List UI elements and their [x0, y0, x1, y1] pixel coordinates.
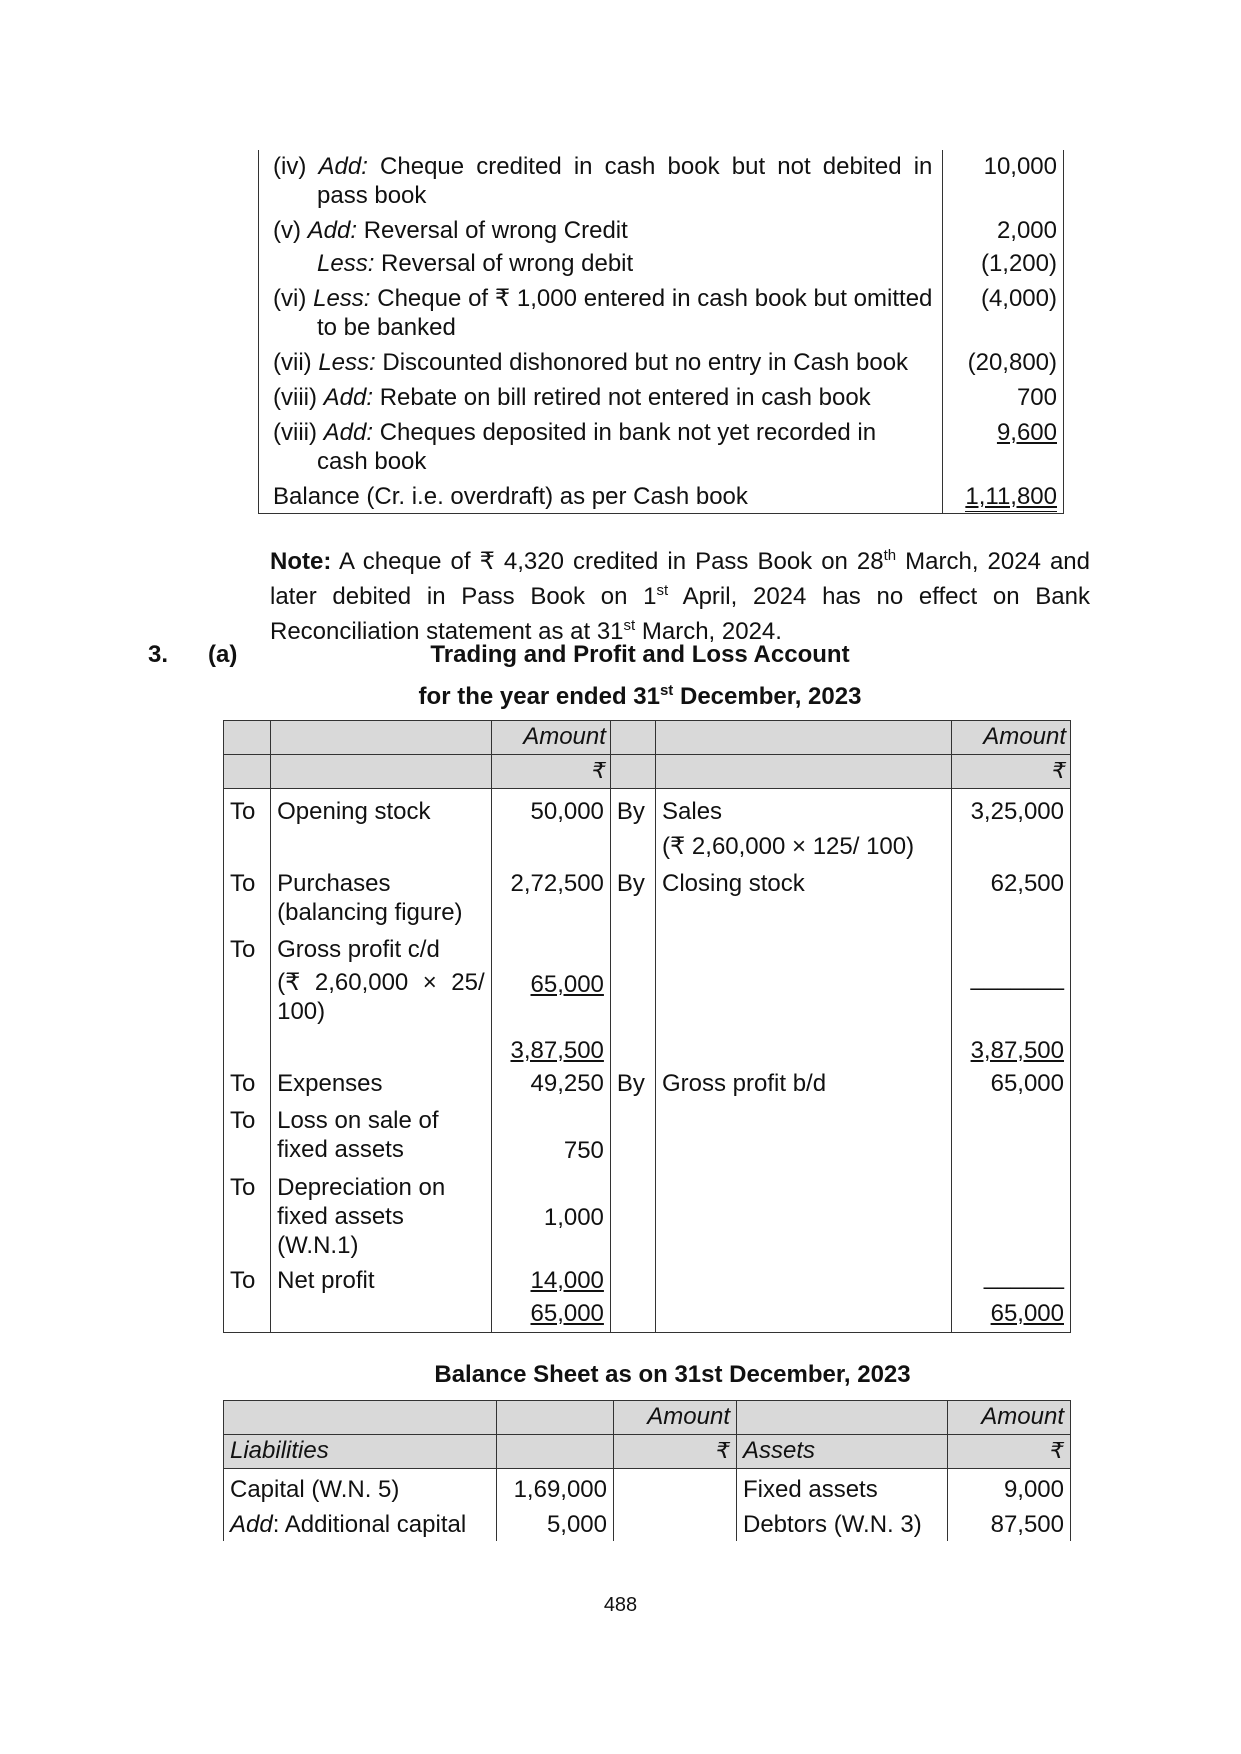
recon-amount: 700: [943, 379, 1064, 414]
question-number: 3.: [148, 641, 169, 668]
trading-pl-table: [223, 720, 1071, 1333]
note-paragraph: Note: A cheque of ₹ 4,320 credited in Pass Book on 28th March, 2024 and later debited in Pass Book on 1st April, 2024 has no effect on Bank Reconciliation statement as at 31st March, 2024.: [270, 547, 1091, 645]
header-row: [224, 755, 1071, 789]
recon-row: (viii) Add: Cheques deposited in bank not yet recorded in cash book 9,600: [259, 414, 1064, 478]
reconciliation-table: [258, 150, 1064, 514]
recon-balance-label: Balance (Cr. i.e. overdraft) as per Cash book: [259, 478, 943, 514]
rupee-symbol: ₹: [614, 1435, 737, 1469]
rupee-symbol: ₹: [948, 1435, 1071, 1469]
amount-header: Amount: [951, 721, 1070, 755]
recon-amount: 2,000: [943, 212, 1064, 247]
table-row: To Gross profit c/d (₹ 2,60,000 × 25/ 100) 65,000 _______: [224, 929, 1071, 1028]
table-row: Add: Additional capital 5,000 Debtors (W.N. 3) 87,500: [224, 1506, 1071, 1541]
rupee-symbol: ₹: [491, 755, 610, 789]
amount-header: Amount: [948, 1401, 1071, 1435]
total-row: 65,000 65,000: [224, 1297, 1071, 1333]
tpl-subtitle: for the year ended 31st December, 2023: [418, 682, 862, 710]
rupee-symbol: ₹: [951, 755, 1070, 789]
recon-row: (v) Add: Reversal of wrong Credit 2,000: [259, 212, 1064, 247]
recon-amount: (20,800): [943, 344, 1064, 379]
recon-amount: (1,200): [943, 247, 1064, 280]
assets-header: Assets: [737, 1435, 948, 1469]
bs-title: Balance Sheet as on 31st December, 2023: [434, 1361, 911, 1388]
table-row: To Opening stock 50,000 By Sales (₹ 2,60,000 × 125/ 100) 3,25,000: [224, 789, 1071, 864]
liabilities-header: Liabilities: [224, 1435, 497, 1469]
recon-row: (viii) Add: Rebate on bill retired not entered in cash book 700: [259, 379, 1064, 414]
recon-balance-amount: 1,11,800: [965, 483, 1057, 510]
page-number: 488: [603, 1594, 638, 1616]
table-row: To Depreciation on fixed assets (W.N.1) 1,000: [224, 1167, 1071, 1262]
recon-amount: 10,000: [943, 150, 1064, 212]
recon-amount: (4,000): [943, 280, 1064, 344]
header-row: [224, 1401, 1071, 1435]
tpl-title: Trading and Profit and Loss Account: [430, 641, 850, 668]
header-row: [224, 1435, 1071, 1469]
recon-amount: 9,600: [996, 419, 1057, 446]
recon-row: (iv) Add: Cheque credited in cash book but not debited in pass book 10,000: [259, 150, 1064, 212]
table-row: To Net profit 14,000 ______: [224, 1262, 1071, 1297]
question-part: (a): [208, 641, 238, 668]
recon-row: (vii) Less: Discounted dishonored but no entry in Cash book (20,800): [259, 344, 1064, 379]
table-row: Capital (W.N. 5) 1,69,000 Fixed assets 9,000: [224, 1469, 1071, 1507]
recon-row: (vi) Less: Cheque of ₹ 1,000 entered in cash book but omitted to be banked (4,000): [259, 280, 1064, 344]
table-row: To Purchases (balancing figure) 2,72,500 By Closing stock 62,500: [224, 863, 1071, 929]
recon-row: Less: Reversal of wrong debit (1,200): [259, 247, 1064, 280]
balance-sheet-table: [223, 1400, 1071, 1541]
table-row: To Expenses 49,250 By Gross profit b/d 65,000: [224, 1067, 1071, 1100]
recon-balance-row: [259, 478, 1064, 514]
table-row: To Loss on sale of fixed assets 750: [224, 1100, 1071, 1167]
amount-header: Amount: [491, 721, 610, 755]
total-row: 3,87,500 3,87,500: [224, 1028, 1071, 1067]
header-row: [224, 721, 1071, 755]
amount-header: Amount: [614, 1401, 737, 1435]
